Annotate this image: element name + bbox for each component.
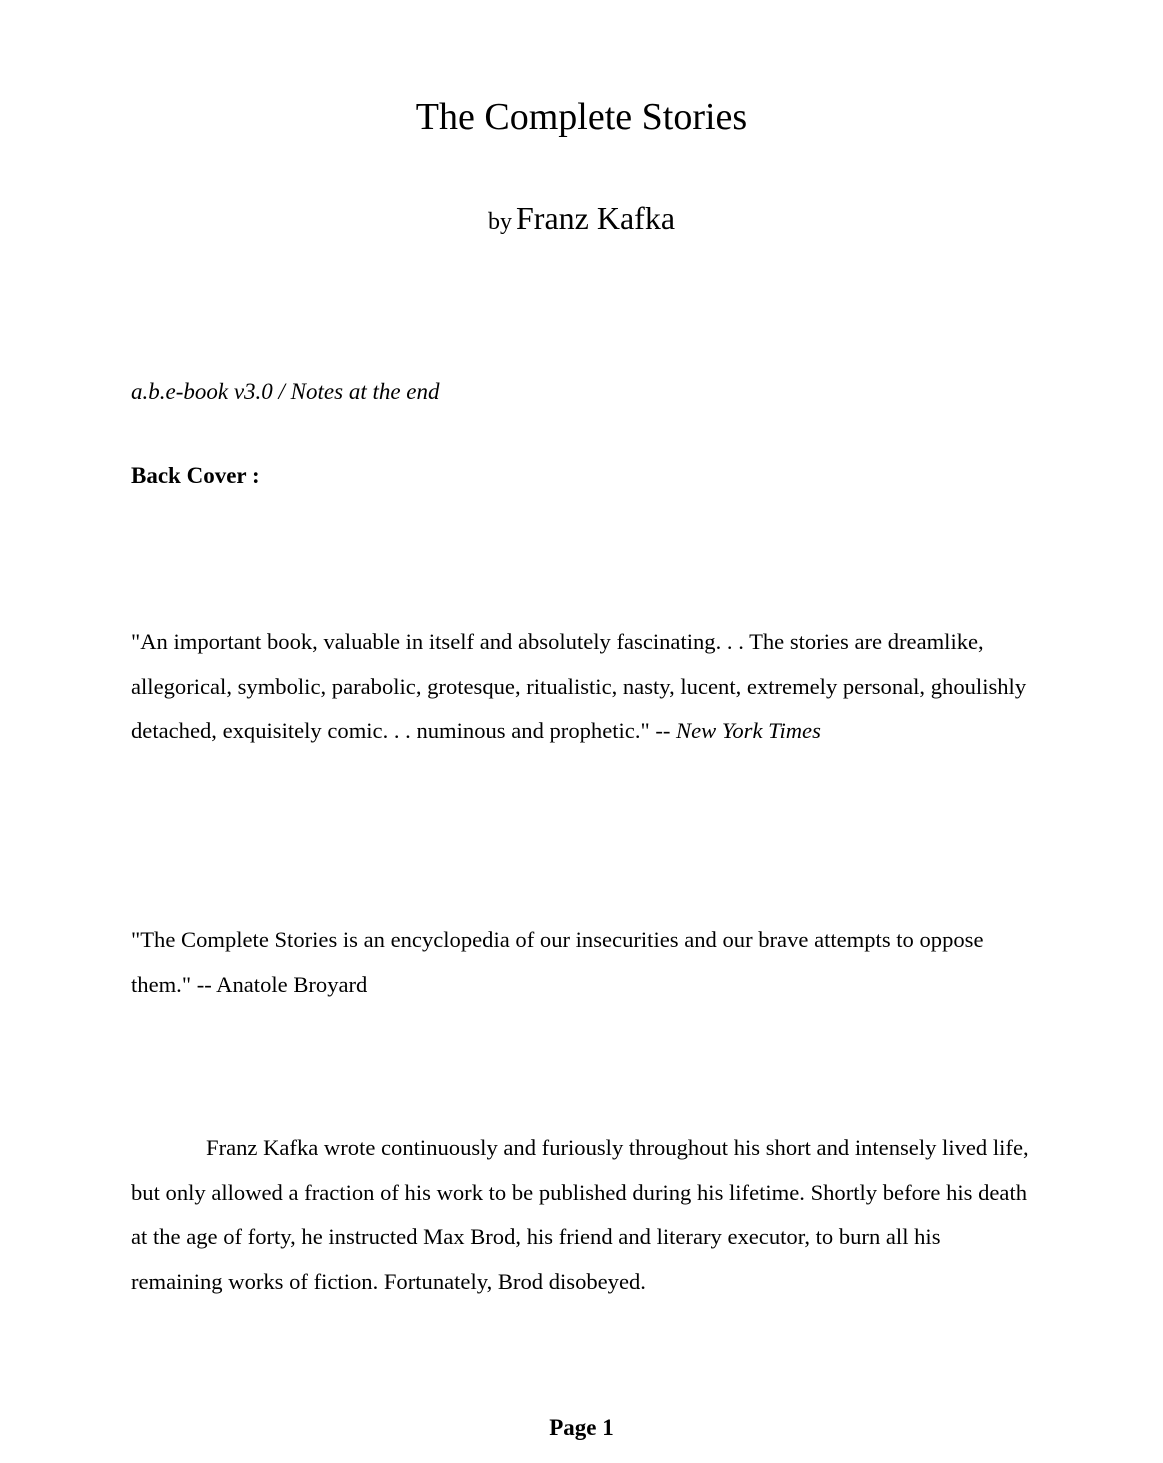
- quote-anatole-broyard: "The Complete Stories is an encyclopedia of our insecurities and our brave attempts to oppose them." -- Anatole Broyard: [131, 927, 984, 997]
- description-paragraph: [131, 1126, 1036, 1304]
- quote-source: -- New York Times: [655, 718, 821, 743]
- back-cover-label: Back Cover :: [131, 463, 260, 488]
- by-prefix: by: [487, 209, 512, 235]
- author-name: Franz Kafka: [515, 200, 676, 236]
- quote-text: "An important book, valuable in itself and absolutely fascinating. . . The stories are dreamlike, allegorical, symbolic, parabolic, grotesque, ritualistic, nasty, lucent, extremely personal, ghoulishly detached, exquisitely comic. . . numinous and prophetic.": [131, 629, 1027, 743]
- page-number: Page 1: [549, 1415, 614, 1440]
- book-title: The Complete Stories: [415, 96, 748, 138]
- byline: [0, 196, 1163, 247]
- quote-new-york-times: [131, 620, 1036, 754]
- description-text: Franz Kafka wrote continuously and furiously throughout his short and intensely lived life, but only allowed a fraction of his work to be published during his lifetime. Shortly before his death at the age of forty, he instructed Max Brod, his friend and literary executor, to burn all his remaining works of fiction. Fortunately, Brod disobeyed.: [131, 1135, 1029, 1294]
- edition-note: a.b.e-book v3.0 / Notes at the end: [131, 379, 440, 404]
